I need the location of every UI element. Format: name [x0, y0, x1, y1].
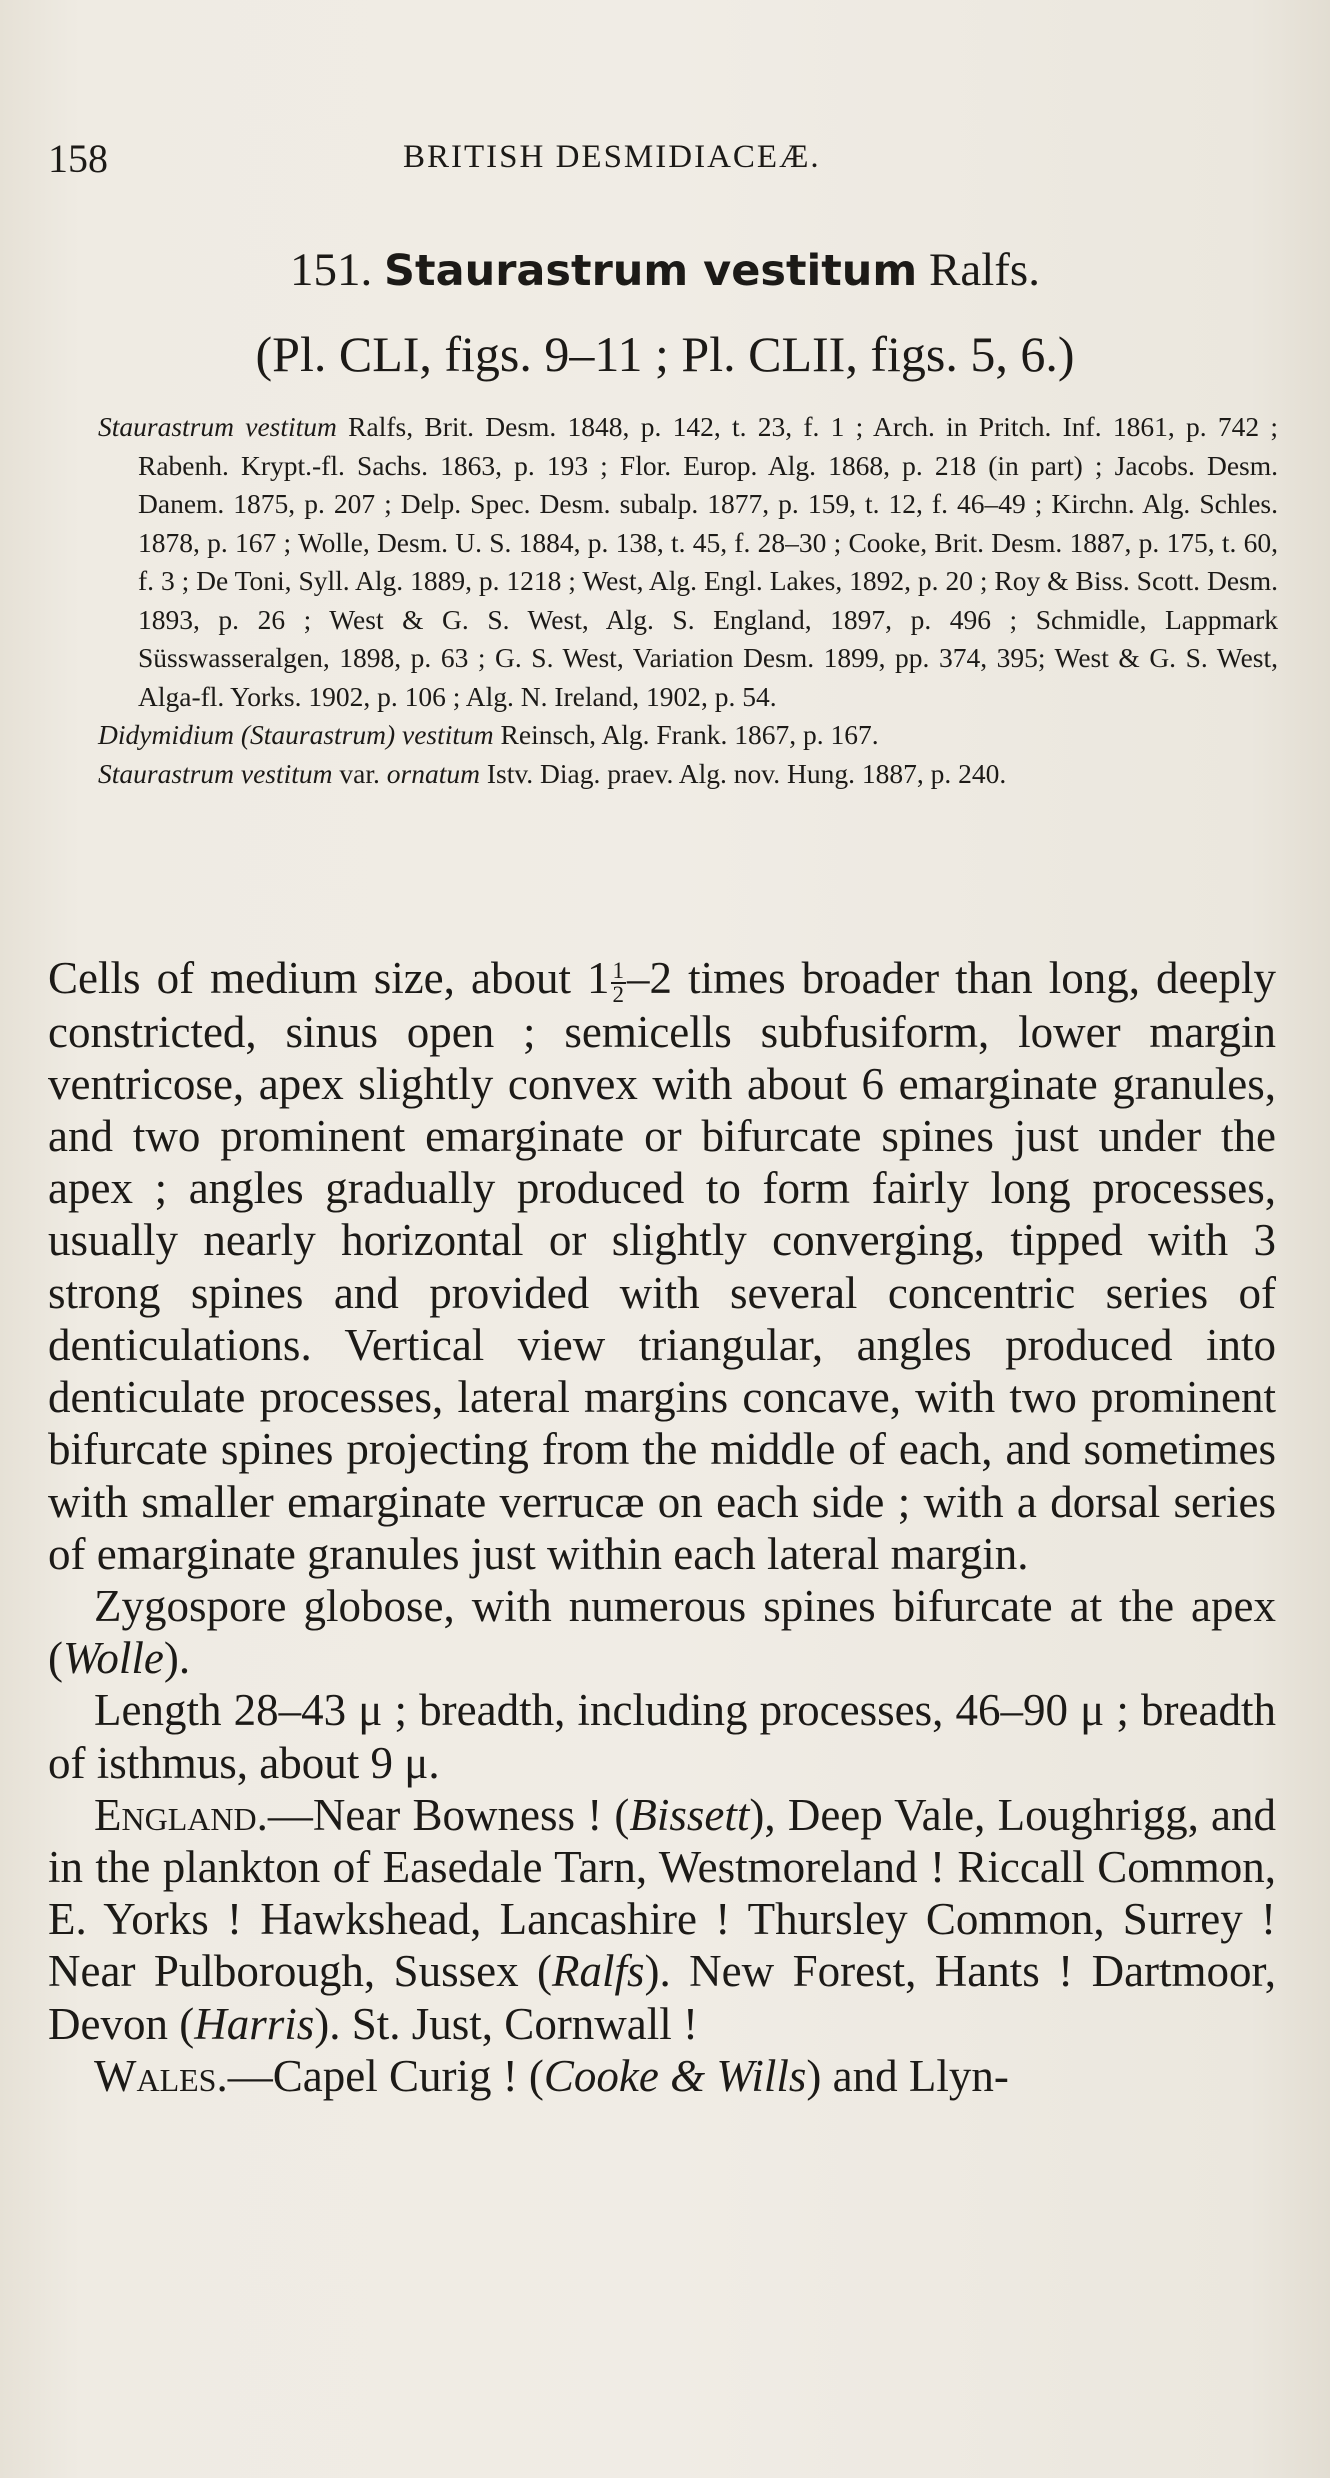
zygospore-authority: Wolle [63, 1633, 164, 1684]
distribution-text: ). St. Just, Cornwall ! [314, 1998, 699, 2049]
collector-name: Harris [194, 1998, 315, 2049]
distribution-text: —Near Bowness ! ( [267, 1789, 630, 1840]
synonym-citations: Reinsch, Alg. Frank. 1867, p. 167. [493, 719, 879, 750]
synonym-name: Staurastrum vestitum [98, 757, 333, 789]
distribution-text: ), Deep Vale, Loughrigg, and in the plankton of Easedale Tarn, Westmoreland ! Riccall Common, E. Yorks ! Hawkshead, Lancashire ! Thursley Common, Surrey ! Near Pulborough, Sussex ( [48, 1789, 1276, 1997]
zygospore-paragraph [48, 1580, 1276, 1684]
region-label-wales: Wales. [94, 2050, 228, 2101]
species-author: Ralfs. [928, 244, 1040, 296]
collector-name: Ralfs [552, 1946, 645, 1997]
synonym-name: Didymidium (Staurastrum) vestitum [98, 719, 494, 750]
fraction-denominator: 2 [612, 981, 625, 1007]
dimensions-paragraph: Length 28–43 μ ; breadth, including processes, 46–90 μ ; breadth of isthmus, about 9 μ. [48, 1685, 1276, 1788]
description-text: Cells of medium size, about 1 [48, 953, 610, 1003]
synonymy-block [98, 408, 1278, 793]
synonym-connector: var. [332, 757, 387, 789]
distribution-england [48, 1789, 1276, 2050]
page-number: 158 [48, 136, 108, 181]
distribution-text: —Capel Curig ! ( [227, 2050, 544, 2101]
zygospore-text-end: ). [163, 1633, 191, 1684]
species-heading [0, 243, 1330, 297]
synonym-entry [98, 408, 1278, 716]
zygospore-text: Zygospore globose, with numerous spines bifurcate at the apex ( [48, 1580, 1276, 1684]
running-title: BRITISH DESMIDIACEÆ. [403, 139, 821, 175]
synonym-citations: Ralfs, Brit. Desm. 1848, p. 142, t. 23, f. 1 ; Arch. in Pritch. Inf. 1861, p. 742 ; Rabenh. Krypt.-fl. Sachs. 1863, p. 193 ; Flor. Europ. Alg. 1868, p. 218 (in part) ; Jacobs. Desm. Danem. 1875, p. 207 ; Delp. Spec. Desm. subalp. 1877, p. 159, t. 12, f. 46–49 ; Kirchn. Alg. Schles. 1878, p. 167 ; Wolle, Desm. U. S. 1884, p. 138, t. 45, f. 28–30 ; Cooke, Brit. Desm. 1887, p. 175, t. 60, f. 3 ; De Toni, Syll. Alg. 1889, p. 1218 ; West, Alg. Engl. Lakes, 1892, p. 20 ; Roy & Biss. Scott. Desm. 1893, p. 26 ; West & G. S. West, Alg. S. England, 1897, p. 496 ; Schmidle, Lappmark Süsswasseralgen, 1898, p. 63 ; G. S. West, Variation Desm. 1899, pp. 374, 395; West & G. S. West, Alga-fl. Yorks. 1902, p. 106 ; Alg. N. Ireland, 1902, p. 54. [138, 411, 1278, 712]
description-paragraph [48, 952, 1276, 1580]
region-label-england: England. [94, 1789, 268, 1840]
distribution-text: ). New Forest, Hants ! Dartmoor, Devon ( [48, 1946, 1276, 2049]
description-text: –2 times broader than long, deeply constricted, sinus open ; semicells subfusiform, lower margin ventricose, apex slightly convex with about 6 emarginate granules, and two prominent emarginate or bifurcate spines just under the apex ; angles gradually produced to form fairly long processes, usually nearly horizontal or slightly converging, tipped with 3 strong spines and provided with several concentric series of denticulations. Vertical view triangular, angles produced into denticulate processes, lateral margins concave, with two prominent bifurcate spines projecting from the middle of each, and sometimes with smaller emarginate verrucæ on each side ; with a dorsal series of emarginate granules just within each lateral margin. [48, 953, 1276, 1579]
synonym-variety: ornatum [386, 757, 480, 789]
synonym-entry [98, 716, 1278, 755]
synonym-entry [98, 755, 1278, 794]
collector-name: Cooke & Wills [543, 2050, 807, 2101]
species-name: Staurastrum vestitum [384, 246, 918, 296]
distribution-wales [48, 2050, 1276, 2102]
synonym-citations: Istv. Diag. praev. Alg. nov. Hung. 1887, p. 240. [479, 757, 1007, 789]
distribution-text: ) and Llyn- [806, 2050, 1009, 2101]
species-number: 151. [290, 244, 373, 296]
collector-name: Bissett [629, 1789, 750, 1840]
species-description [48, 952, 1276, 2102]
synonym-name: Staurastrum vestitum [98, 411, 337, 442]
fraction-numerator: 1 [612, 957, 625, 983]
running-head [48, 135, 1278, 185]
plate-references: (Pl. CLI, figs. 9–11 ; Pl. CLII, figs. 5, 6.) [255, 326, 1075, 382]
fraction-one-half [611, 957, 627, 1007]
